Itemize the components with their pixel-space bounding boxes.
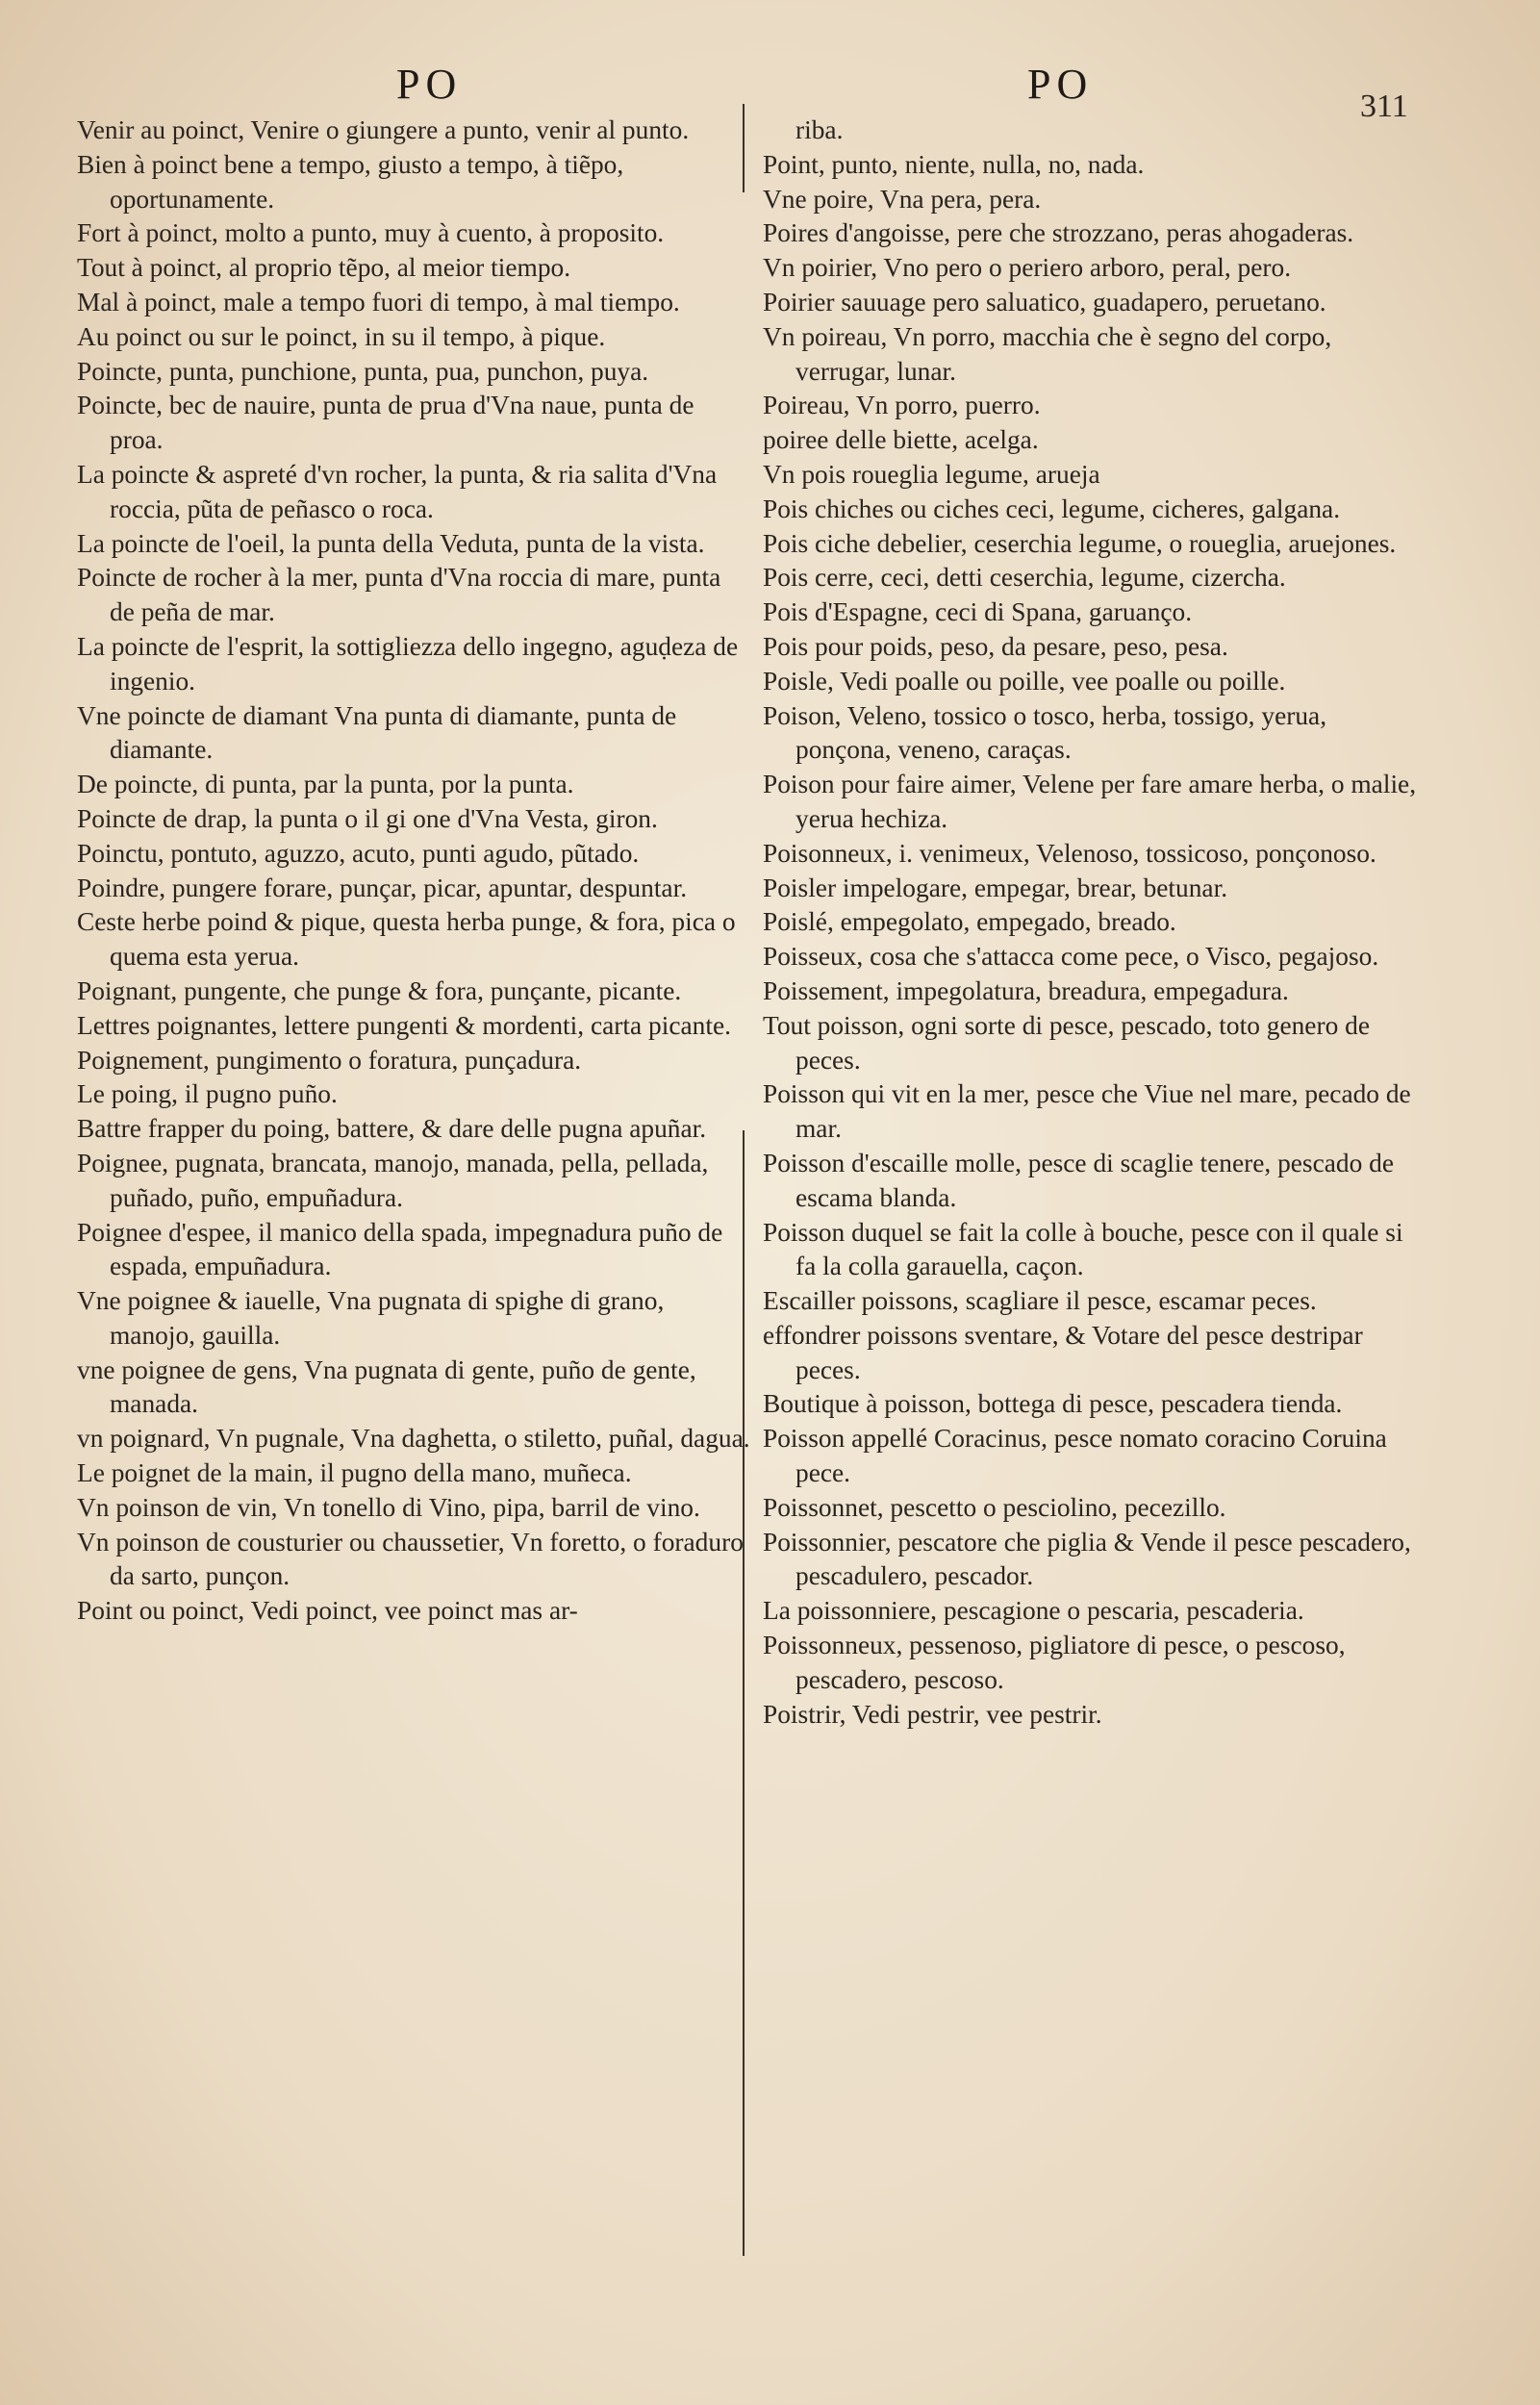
dictionary-entry: La poissonniere, pescagione o pescaria, pescaderia. — [763, 1596, 1304, 1626]
dictionary-entry: Poisson qui vit en la mer, pesce che Viue nel mare, pecado de mar. — [763, 1079, 1411, 1144]
dictionary-entry: Poignant, pungente, che punge & fora, punçante, picante. — [77, 975, 682, 1005]
dictionary-entry: Pois cerre, ceci, detti ceserchia, legume, cizercha. — [763, 563, 1286, 593]
dictionary-entry: Ceste herbe poind & pique, questa herba punge, & fora, pica o quema esta yerua. — [77, 907, 736, 972]
dictionary-entry: Lettres poignantes, lettere pungenti & mordenti, carta picante. — [77, 1010, 731, 1040]
dictionary-entry: Poisler impelogare, empegar, brear, betunar. — [763, 873, 1228, 902]
dictionary-entry: Poissonnet, pescetto o pesciolino, pecezillo. — [763, 1492, 1226, 1522]
dictionary-entry: La poincte & aspreté d'vn rocher, la punta, & ria salita d'Vna roccia, pũta de peñasco o roca. — [77, 459, 718, 523]
dictionary-entry: vn poignard, Vn pugnale, Vna daghetta, o stiletto, puñal, dagua. — [77, 1424, 750, 1454]
dictionary-entry: Fort à poinct, molto a punto, muy à cuento, à proposito. — [77, 218, 665, 248]
right-running-head: PO — [1027, 61, 1094, 108]
dictionary-entry: Poires d'angoisse, pere che strozzano, peras ahogaderas. — [763, 218, 1354, 248]
dictionary-entry: Poisseux, cosa che s'attacca come pece, o Visco, pegajoso. — [763, 942, 1379, 972]
dictionary-entry: Le poing, il pugno puño. — [77, 1079, 338, 1109]
dictionary-entry: Poissonneux, pessenoso, pigliatore di pesce, o pescoso, pescadero, pescoso. — [763, 1631, 1346, 1694]
dictionary-entry: Vn poirier, Vno pero o periero arboro, peral, pero. — [763, 253, 1292, 283]
dictionary-entry: Poisson d'escaille molle, pesce di scaglie tenere, pescado de escama blanda. — [763, 1148, 1394, 1212]
dictionary-entry: Vn poireau, Vn porro, macchia che è segno del corpo, verrugar, lunar. — [763, 321, 1332, 386]
dictionary-entry: Poistrir, Vedi pestrir, vee pestrir. — [763, 1699, 1102, 1729]
dictionary-entry: Pois chiches ou ciches ceci, legume, cicheres, galgana. — [763, 494, 1341, 523]
dictionary-entry: Poincte, punta, punchione, punta, pua, punchon, puya. — [77, 356, 649, 386]
left-running-head: PO — [396, 61, 463, 108]
dictionary-entry: Au poinct ou sur le poinct, in su il tempo, à pique. — [77, 321, 606, 351]
dictionary-entry: Poisson duquel se fait la colle à bouche, pesce con il quale si fa la colla garauella, caçon. — [763, 1217, 1403, 1281]
dictionary-entry: Poison pour faire aimer, Velene per fare amare herba, o malie, yerua hechiza. — [763, 770, 1417, 833]
dictionary-entry: Venir au poinct, Venire o giungere a punto, venir al punto. — [77, 115, 690, 144]
dictionary-entry: Battre frapper du poing, battere, & dare delle pugna apuñar. — [77, 1114, 707, 1144]
dictionary-entry: Vn poinson de vin, Vn tonello di Vino, pipa, barril de vino. — [77, 1492, 700, 1522]
dictionary-entry: Poindre, pungere forare, punçar, picar, apuntar, despuntar. — [77, 873, 688, 902]
dictionary-entry: Poisle, Vedi poalle ou poille, vee poalle ou poille. — [763, 666, 1286, 696]
dictionary-entry: vne poignee de gens, Vna pugnata di gente, puño de gente, manada. — [77, 1354, 696, 1419]
dictionary-entry: Poinctu, pontuto, aguzzo, acuto, punti agudo, pũtado. — [77, 838, 640, 868]
dictionary-entry: La poincte de l'oeil, la punta della Veduta, punta de la vista. — [77, 528, 705, 558]
dictionary-entry: Poignee, pugnata, brancata, manojo, manada, pella, pellada, puñado, puño, empuñadura. — [77, 1148, 709, 1212]
dictionary-entry: Vne poignee & iauelle, Vna pugnata di spighe di grano, manojo, gauilla. — [77, 1286, 665, 1350]
dictionary-entry: Mal à poinct, male a tempo fuori di tempo, à mal tiempo. — [77, 287, 680, 316]
dictionary-entry: Tout poisson, ogni sorte di pesce, pescado, toto genero de peces. — [763, 1010, 1370, 1075]
right-column — [763, 114, 1426, 1732]
dictionary-entry: Bien à poinct bene a tempo, giusto a tempo, à tiẽpo, oportunamente. — [77, 149, 624, 214]
dictionary-entry: Vn poinson de cousturier ou chaussetier, Vn foretto, o foraduro da sarto, punçon. — [77, 1527, 744, 1591]
dictionary-entry: Poirier sauuage pero saluatico, guadapero, peruetano. — [763, 287, 1326, 316]
dictionary-entry: Poireau, Vn porro, puerro. — [763, 391, 1041, 420]
dictionary-entry: Poignee d'espee, il manico della spada, impegnadura puño de espada, empuñadura. — [77, 1217, 723, 1281]
left-column — [77, 114, 750, 1629]
dictionary-entry: Poissement, impegolatura, breadura, empegadura. — [763, 975, 1289, 1005]
dictionary-entry: Point ou poinct, Vedi poinct, vee poinct mas ar- — [77, 1596, 578, 1626]
dictionary-entry: Poisson appellé Coracinus, pesce nomato coracino Coruina pece. — [763, 1424, 1387, 1488]
dictionary-entry: Pois pour poids, peso, da pesare, peso, pesa. — [763, 631, 1228, 661]
dictionary-entry: Poincte, bec de nauire, punta de prua d'Vna naue, punta de proa. — [77, 391, 694, 455]
dictionary-entry: Vn pois roueglia legume, arueja — [763, 459, 1100, 489]
dictionary-entry: Pois ciche debelier, ceserchia legume, o roueglia, aruejones. — [763, 528, 1397, 558]
page-number: 311 — [1360, 89, 1408, 124]
dictionary-entry: Tout à poinct, al proprio tẽpo, al meior tiempo. — [77, 253, 571, 283]
dictionary-entry: La poincte de l'esprit, la sottigliezza dello ingegno, aguḍeza de ingenio. — [77, 631, 739, 696]
dictionary-entry: Vne poincte de diamant Vna punta di diamante, punta de diamante. — [77, 700, 677, 765]
dictionary-entry: Escailler poissons, scagliare il pesce, escamar peces. — [763, 1286, 1317, 1316]
dictionary-entry: Pois d'Espagne, ceci di Spana, garuanço. — [763, 597, 1193, 627]
dictionary-entry: Poisonneux, i. venimeux, Velenoso, tossicoso, ponçonoso. — [763, 838, 1376, 868]
dictionary-entry: Poignement, pungimento o foratura, punçadura. — [77, 1045, 582, 1075]
dictionary-entry: Point, punto, niente, nulla, no, nada. — [763, 149, 1145, 179]
dictionary-entry: Vne poire, Vna pera, pera. — [763, 184, 1042, 214]
dictionary-entry: Poincte de rocher à la mer, punta d'Vna roccia di mare, punta de peña de mar. — [77, 563, 721, 627]
dictionary-entry: Boutique à poisson, bottega di pesce, pescadera tienda. — [763, 1389, 1343, 1419]
dictionary-entry: De poincte, di punta, par la punta, por la punta. — [77, 770, 574, 799]
dictionary-entry: Poissonnier, pescatore che piglia & Vende il pesce pescadero, pescadulero, pescador. — [763, 1527, 1411, 1591]
dictionary-entry: Poincte de drap, la punta o il gi one d'Vna Vesta, giron. — [77, 803, 658, 833]
dictionary-entry: effondrer poissons sventare, & Votare del pesce destripar peces. — [763, 1320, 1363, 1384]
dictionary-entry: Poison, Veleno, tossico o tosco, herba, tossigo, yerua, ponçona, veneno, caraças. — [763, 700, 1327, 765]
dictionary-entry: Le poignet de la main, il pugno della mano, muñeca. — [77, 1458, 632, 1488]
dictionary-entry: riba. — [795, 115, 844, 144]
dictionary-entry: poiree delle biette, acelga. — [763, 425, 1039, 455]
dictionary-entry: Poislé, empegolato, empegado, breado. — [763, 907, 1176, 937]
